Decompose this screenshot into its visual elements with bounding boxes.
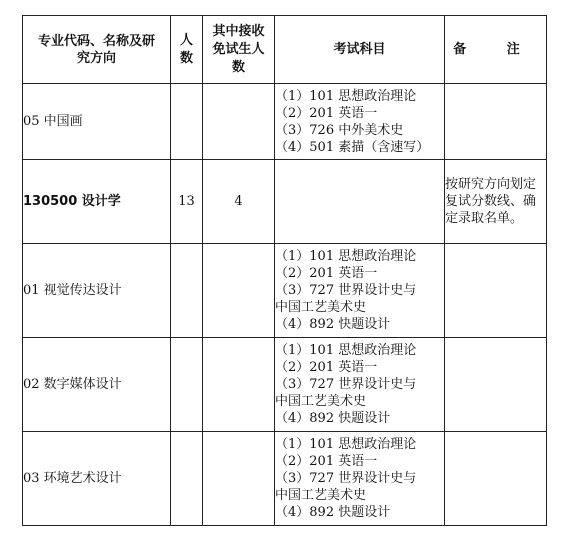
subject-line: （4）501 素描（含速写） [275,139,430,155]
count-cell [171,84,203,160]
subjects-cell [275,84,445,160]
subjects-cell [275,244,445,338]
table-row [23,160,547,244]
major-cell: 05 中国画 [23,84,171,160]
table-row [23,432,547,526]
exempt-cell [203,244,275,338]
subject-line: （4）892 快题设计 [275,411,391,426]
exempt-cell [203,84,275,160]
exempt-cell [203,338,275,432]
header-count: 人数 [171,16,203,84]
count-cell: 13 [171,160,203,244]
count-cell [171,432,203,526]
note-cell [445,244,547,338]
subject-line: （4）892 快题设计 [275,505,391,520]
note-cell [445,432,547,526]
note-cell: 按研究方向划定复试分数线、确定录取名单。 [445,160,547,244]
subjects-cell [275,432,445,526]
table-row [23,84,547,160]
subject-line: （3）727 世界设计史与 [275,377,417,392]
subject-line: （4）892 快题设计 [275,317,391,332]
major-cell: 02 数字媒体设计 [23,338,171,432]
subject-line: 中国工艺美术史 [275,300,367,315]
header-exempt: 其中接收免试生人数 [203,16,275,84]
count-cell [171,338,203,432]
subject-line: （1）101 思想政治理论 [275,249,417,264]
subject-line: （1）101 思想政治理论 [275,343,417,358]
major-cell: 01 视觉传达设计 [23,244,171,338]
count-cell [171,244,203,338]
subject-line: （1）101 思想政治理论 [275,437,417,452]
subject-line: （2）201 英语一 [275,105,378,121]
header-subjects: 考试科目 [275,16,445,84]
subject-line: （3）726 中外美术史 [275,122,404,138]
subject-line: （3）727 世界设计史与 [275,471,417,486]
subject-line: （3）727 世界设计史与 [275,283,417,298]
subject-line: 中国工艺美术史 [275,488,367,503]
subject-line: （2）201 英语一 [275,266,378,281]
major-cell: 03 环境艺术设计 [23,432,171,526]
header-major: 专业代码、名称及研究方向 [23,16,171,84]
exempt-cell: 4 [203,160,275,244]
subject-line: 中国工艺美术史 [275,394,367,409]
table-row [23,244,547,338]
subject-line: （1）101 思想政治理论 [275,88,417,104]
note-cell [445,84,547,160]
admissions-table [22,15,547,526]
header-row [23,16,547,84]
subject-line: （2）201 英语一 [275,360,378,375]
subject-line: （2）201 英语一 [275,454,378,469]
subjects-cell [275,338,445,432]
subjects-cell [275,160,445,244]
exempt-cell [203,432,275,526]
major-cell: 130500 设计学 [23,160,171,244]
note-cell [445,338,547,432]
table-row [23,338,547,432]
header-note: 备 注 [445,16,547,84]
